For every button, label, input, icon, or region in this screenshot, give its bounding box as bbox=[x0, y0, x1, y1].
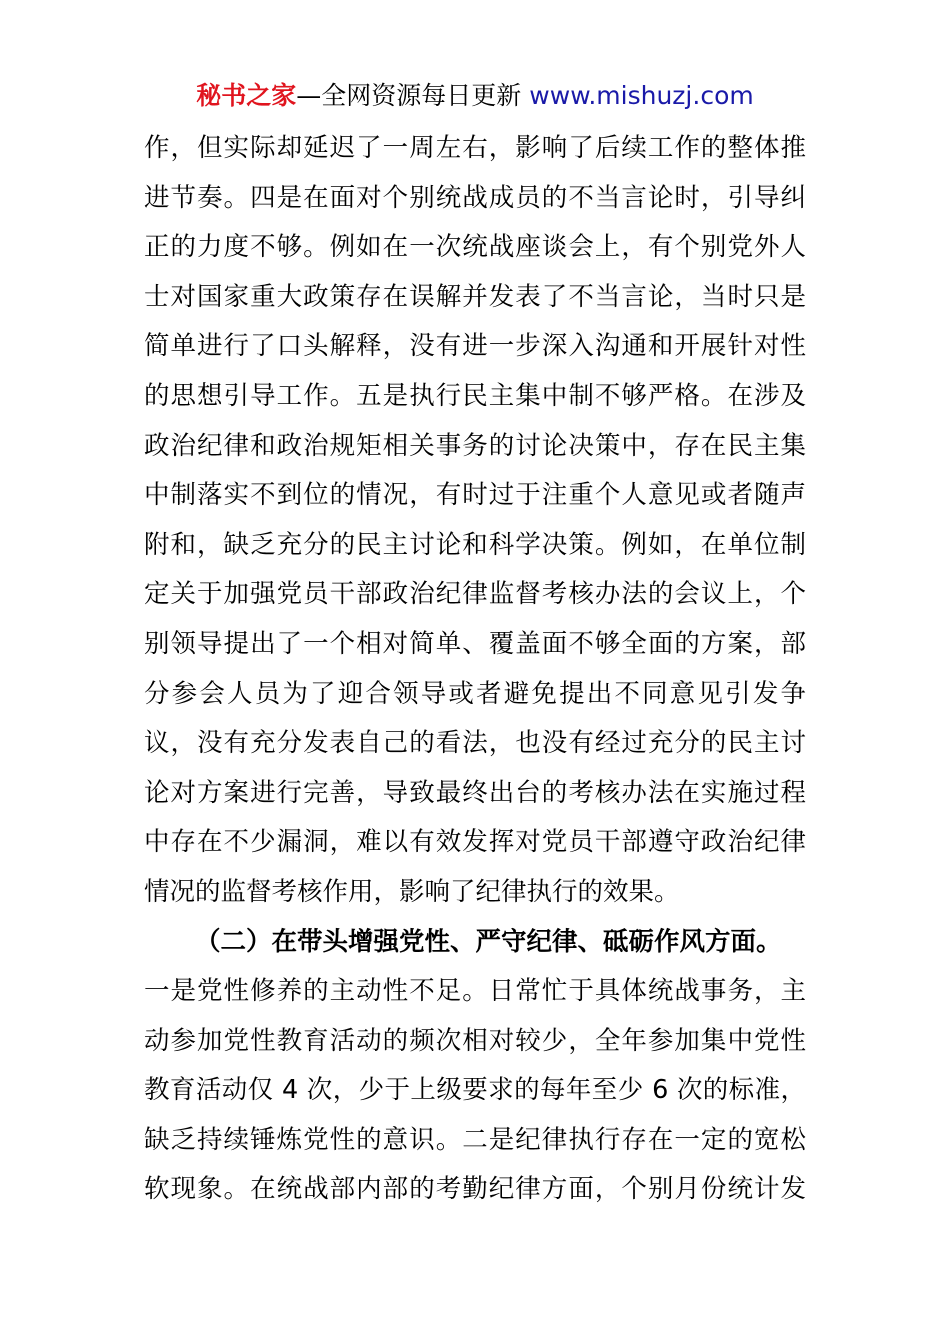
text-line: 缺乏持续锤炼党性的意识。二是纪律执行存在一定的宽松 bbox=[144, 1124, 806, 1155]
text-line: 中存在不少漏洞，难以有效发挥对党员干部遵守政治纪律 bbox=[144, 827, 806, 858]
text-line: 软现象。在统战部内部的考勤纪律方面，个别月份统计发 bbox=[144, 1174, 806, 1205]
text-line: 作，但实际却延迟了一周左右，影响了后续工作的整体推 bbox=[144, 133, 806, 163]
text-line: 别领导提出了一个相对简单、覆盖面不够全面的方案，部 bbox=[144, 628, 806, 659]
text-line: 动参加党性教育活动的频次相对较少，全年参加集中党性 bbox=[144, 1025, 806, 1056]
text-line: 的思想引导工作。五是执行民主集中制不够严格。在涉及 bbox=[144, 380, 806, 411]
text-line: 论对方案进行完善，导致最终出台的考核办法在实施过程 bbox=[144, 777, 806, 808]
text-line: 简单进行了口头解释，没有进一步深入沟通和开展针对性 bbox=[144, 331, 806, 362]
text-line: 士对国家重大政策存在误解并发表了不当言论，当时只是 bbox=[144, 281, 806, 312]
site-url: www.mishuzj.com bbox=[529, 81, 754, 110]
text-line: 教育活动仅 4 次，少于上级要求的每年至少 6 次的标准， bbox=[144, 1075, 806, 1106]
document-body bbox=[144, 124, 806, 1215]
site-brand: 秘书之家 bbox=[196, 81, 297, 110]
text-line: 中制落实不到位的情况，有时过于注重个人意见或者随声 bbox=[144, 480, 806, 511]
text-line: 正的力度不够。例如在一次统战座谈会上，有个别党外人 bbox=[144, 232, 806, 263]
site-header bbox=[0, 78, 950, 114]
text-line: 进节奏。四是在面对个别统战成员的不当言论时，引导纠 bbox=[144, 182, 806, 213]
text-line: 分参会人员为了迎合领导或者避免提出不同意见引发争 bbox=[144, 678, 806, 709]
text-line: 定关于加强党员干部政治纪律监督考核办法的会议上，个 bbox=[144, 579, 806, 610]
text-line: 政治纪律和政治规矩相关事务的讨论决策中，存在民主集 bbox=[144, 430, 806, 461]
section-heading: （二）在带头增强党性、严守纪律、砥砺作风方面。 bbox=[195, 926, 782, 957]
site-tagline: —全网资源每日更新 bbox=[296, 81, 522, 110]
text-line: 一是党性修养的主动性不足。日常忙于具体统战事务，主 bbox=[144, 976, 806, 1007]
text-line: 情况的监督考核作用，影响了纪律执行的效果。 bbox=[144, 876, 680, 907]
text-line: 议，没有充分发表自己的看法，也没有经过充分的民主讨 bbox=[144, 728, 806, 759]
text-line: 附和，缺乏充分的民主讨论和科学决策。例如，在单位制 bbox=[144, 529, 806, 560]
